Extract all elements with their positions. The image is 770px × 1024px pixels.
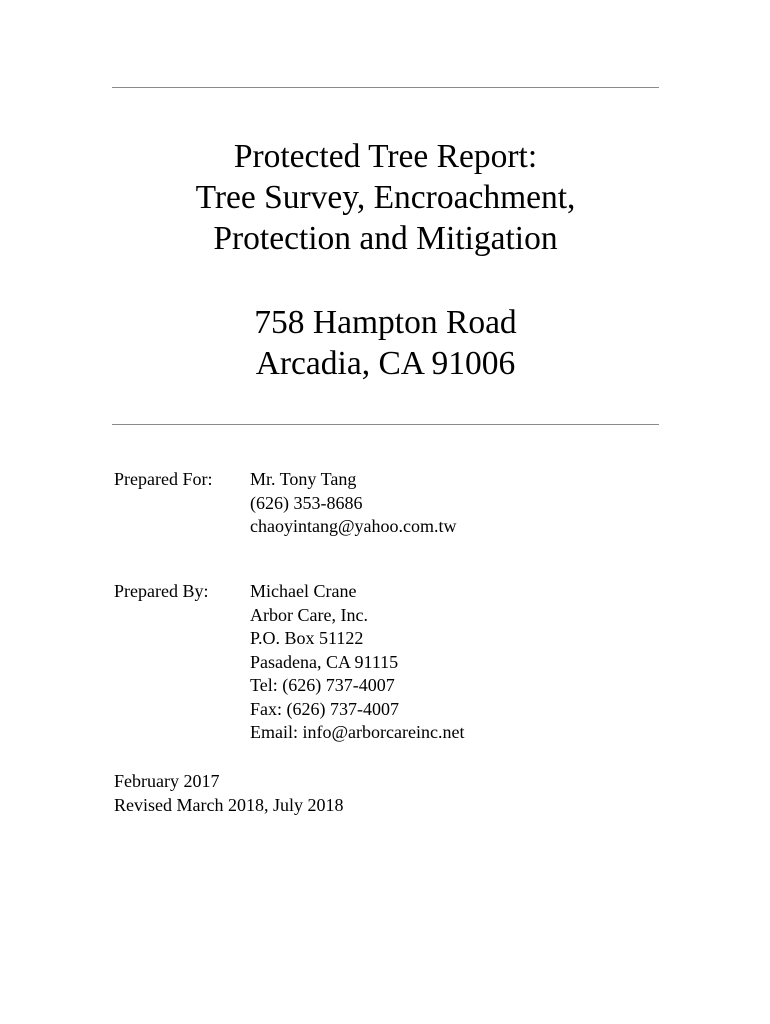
preparer-fax: Fax: (626) 737-4007: [250, 698, 399, 719]
preparer-po-box: P.O. Box 51122: [250, 628, 364, 648]
bottom-divider: [112, 424, 659, 425]
title-line-1: Protected Tree Report:: [233, 138, 538, 175]
title-line-3: Protection and Mitigation: [213, 220, 558, 257]
preparer-company: Arbor Care, Inc.: [250, 604, 368, 625]
prepared-by-details: [250, 580, 464, 745]
report-dates: [114, 770, 343, 817]
revised-date: Revised March 2018, July 2018: [114, 794, 344, 815]
report-title: [112, 136, 659, 259]
site-address: [112, 302, 659, 384]
client-phone: (626) 353-8686: [250, 492, 363, 513]
address-street: 758 Hampton Road: [254, 304, 517, 341]
preparer-tel: Tel: (626) 737-4007: [250, 675, 395, 695]
client-email: chaoyintang@yahoo.com.tw: [250, 516, 457, 536]
title-line-2: Tree Survey, Encroachment,: [195, 179, 576, 216]
prepared-for-label: Prepared For:: [114, 469, 213, 489]
address-city: Arcadia, CA 91006: [255, 345, 516, 382]
preparer-email: Email: info@arborcareinc.net: [250, 722, 465, 742]
prepared-by-label: Prepared By:: [114, 581, 209, 601]
preparer-city: Pasadena, CA 91115: [250, 651, 399, 672]
top-divider: [112, 87, 659, 88]
prepared-for-details: [250, 468, 457, 539]
preparer-name: Michael Crane: [250, 581, 357, 601]
client-name: Mr. Tony Tang: [250, 469, 357, 489]
original-date: February 2017: [114, 771, 220, 791]
